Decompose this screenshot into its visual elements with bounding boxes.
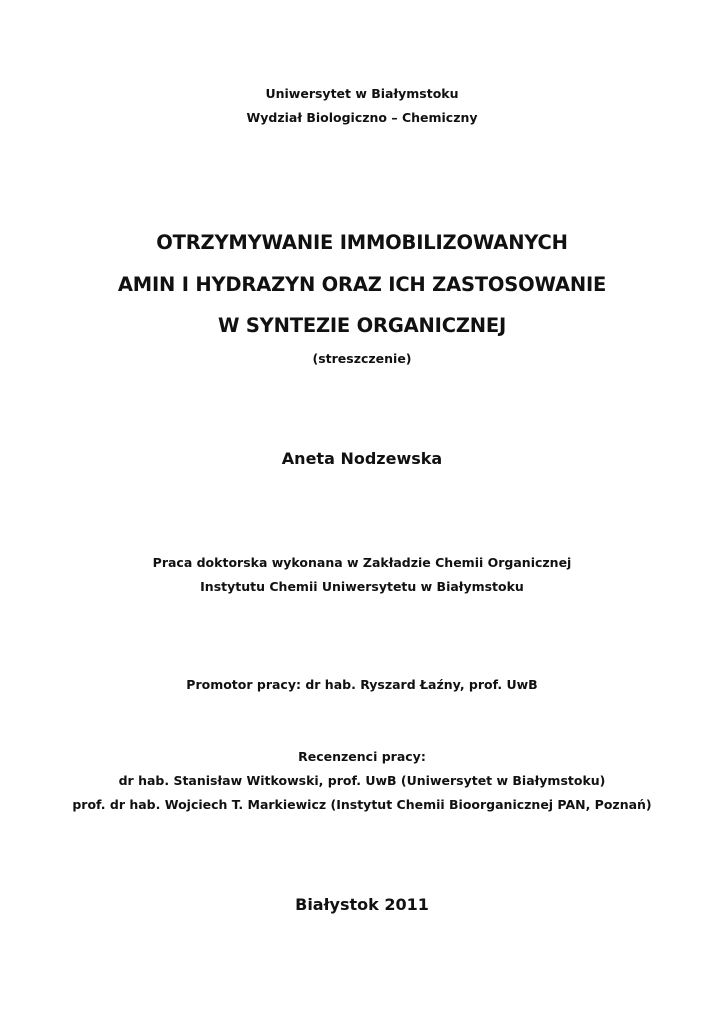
author-name: Aneta Nodzewska: [281, 449, 443, 468]
thesis-title-line-2: AMIN I HYDRAZYN ORAZ ICH ZASTOSOWANIE: [117, 273, 607, 296]
promoter: Promotor pracy: dr hab. Ryszard Łaźny, prof. UwB: [186, 677, 538, 692]
thesis-title-line-3: W SYNTEZIE ORGANICZNEJ: [217, 314, 507, 337]
thesis-title-line-1: OTRZYMYWANIE IMMOBILIZOWANYCH: [156, 231, 568, 254]
reviewers-heading: Recenzenci pracy:: [298, 749, 426, 764]
thesis-subtitle: (streszczenie): [312, 351, 412, 366]
thesis-description-line-2: Instytutu Chemii Uniwersytetu w Białymstoku: [200, 579, 524, 594]
reviewer-2: prof. dr hab. Wojciech T. Markiewicz (Instytut Chemii Bioorganicznej PAN, Poznań): [72, 797, 652, 812]
reviewer-1: dr hab. Stanisław Witkowski, prof. UwB (Uniwersytet w Białymstoku): [118, 773, 606, 788]
university-name: Uniwersytet w Białymstoku: [265, 86, 459, 101]
thesis-description-line-1: Praca doktorska wykonana w Zakładzie Chemii Organicznej: [152, 555, 572, 570]
faculty-name: Wydział Biologiczno – Chemiczny: [246, 110, 478, 125]
place-and-year: Białystok 2011: [295, 895, 429, 914]
